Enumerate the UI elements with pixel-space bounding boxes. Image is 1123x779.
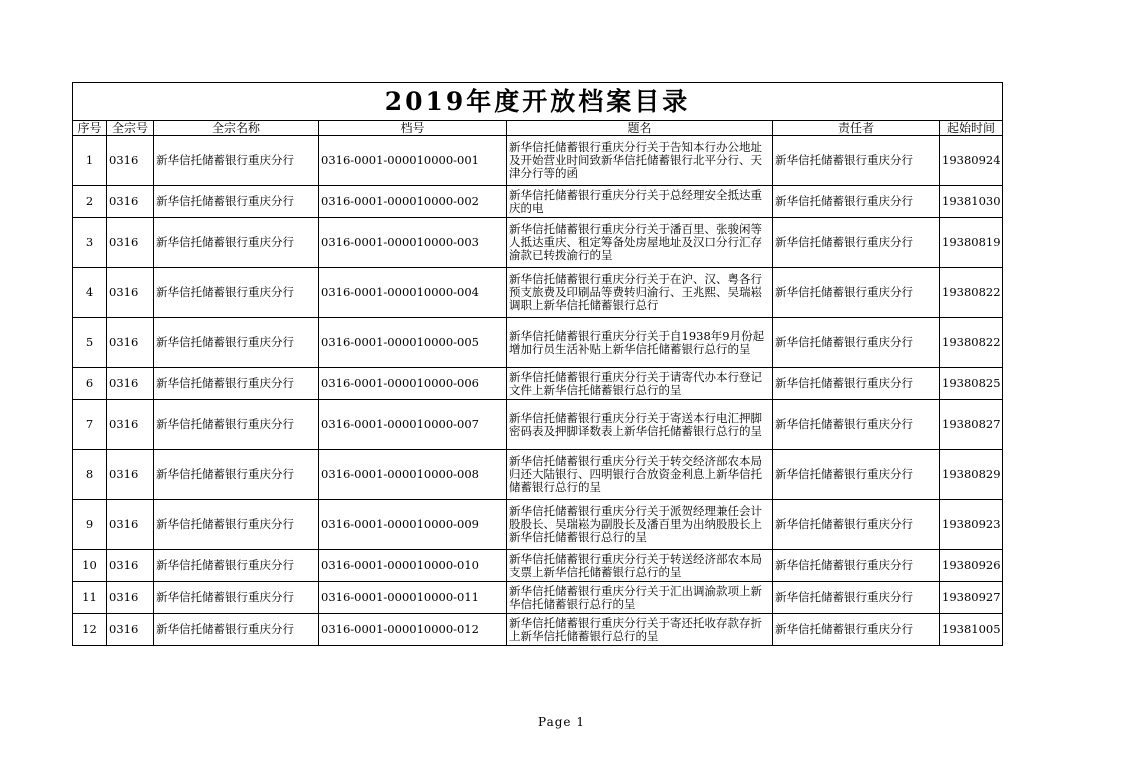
table-row: [73, 218, 1003, 268]
header-row: [73, 121, 1003, 136]
cell-date: 19381030: [940, 186, 1003, 218]
header-archive-no: 档号: [319, 121, 507, 136]
cell-responsible: 新华信托储蓄银行重庆分行: [773, 450, 940, 500]
cell-archive-no: 0316-0001-000010000-012: [319, 614, 507, 646]
cell-seq: 12: [73, 614, 107, 646]
cell-fonds: 0316: [107, 500, 154, 550]
cell-seq: 4: [73, 268, 107, 318]
cell-fonds-name: 新华信托储蓄银行重庆分行: [154, 368, 319, 400]
cell-fonds-name: 新华信托储蓄银行重庆分行: [154, 500, 319, 550]
cell-fonds-name: 新华信托储蓄银行重庆分行: [154, 614, 319, 646]
header-fonds-name: 全宗名称: [154, 121, 319, 136]
cell-date: 19380825: [940, 368, 1003, 400]
cell-responsible: 新华信托储蓄银行重庆分行: [773, 218, 940, 268]
cell-fonds-name: 新华信托储蓄银行重庆分行: [154, 318, 319, 368]
cell-fonds-name: 新华信托储蓄银行重庆分行: [154, 268, 319, 318]
cell-archive-no: 0316-0001-000010000-007: [319, 400, 507, 450]
cell-title: 新华信托储蓄银行重庆分行关于潘百里、张骏闲等人抵达重庆、租定筹备处房屋地址及汉口分行汇存渝款已转拨渝行的呈: [507, 218, 773, 268]
cell-seq: 5: [73, 318, 107, 368]
table-row: [73, 500, 1003, 550]
cell-fonds: 0316: [107, 268, 154, 318]
cell-archive-no: 0316-0001-000010000-001: [319, 136, 507, 186]
cell-date: 19380926: [940, 550, 1003, 582]
cell-archive-no: 0316-0001-000010000-003: [319, 218, 507, 268]
cell-seq: 10: [73, 550, 107, 582]
cell-fonds-name: 新华信托储蓄银行重庆分行: [154, 450, 319, 500]
cell-archive-no: 0316-0001-000010000-006: [319, 368, 507, 400]
table-row: [73, 268, 1003, 318]
cell-title: 新华信托储蓄银行重庆分行关于总经理安全抵达重庆的电: [507, 186, 773, 218]
cell-title: 新华信托储蓄银行重庆分行关于自1938年9月份起增加行员生活补贴上新华信托储蓄银行总行的呈: [507, 318, 773, 368]
cell-responsible: 新华信托储蓄银行重庆分行: [773, 550, 940, 582]
cell-fonds: 0316: [107, 450, 154, 500]
cell-date: 19380819: [940, 218, 1003, 268]
cell-fonds: 0316: [107, 550, 154, 582]
cell-title: 新华信托储蓄银行重庆分行关于寄送本行电汇押脚密码表及押脚译数表上新华信托储蓄银行总行的呈: [507, 400, 773, 450]
header-fonds: 全宗号: [107, 121, 154, 136]
cell-fonds-name: 新华信托储蓄银行重庆分行: [154, 218, 319, 268]
cell-responsible: 新华信托储蓄银行重庆分行: [773, 400, 940, 450]
table-row: [73, 136, 1003, 186]
table-row: [73, 582, 1003, 614]
cell-seq: 7: [73, 400, 107, 450]
table-row: [73, 550, 1003, 582]
header-responsible: 责任者: [773, 121, 940, 136]
cell-fonds: 0316: [107, 614, 154, 646]
archive-catalog-sheet: [72, 82, 1002, 646]
cell-seq: 1: [73, 136, 107, 186]
cell-responsible: 新华信托储蓄银行重庆分行: [773, 368, 940, 400]
archive-table: [72, 82, 1003, 646]
table-row: [73, 368, 1003, 400]
cell-archive-no: 0316-0001-000010000-002: [319, 186, 507, 218]
cell-title: 新华信托储蓄银行重庆分行关于转送经济部农本局支票上新华信托储蓄银行总行的呈: [507, 550, 773, 582]
cell-seq: 2: [73, 186, 107, 218]
header-seq: 序号: [73, 121, 107, 136]
cell-responsible: 新华信托储蓄银行重庆分行: [773, 268, 940, 318]
cell-archive-no: 0316-0001-000010000-004: [319, 268, 507, 318]
cell-seq: 3: [73, 218, 107, 268]
cell-date: 19381005: [940, 614, 1003, 646]
table-row: [73, 614, 1003, 646]
cell-fonds-name: 新华信托储蓄银行重庆分行: [154, 136, 319, 186]
cell-date: 19380829: [940, 450, 1003, 500]
cell-fonds: 0316: [107, 186, 154, 218]
cell-responsible: 新华信托储蓄银行重庆分行: [773, 614, 940, 646]
cell-archive-no: 0316-0001-000010000-011: [319, 582, 507, 614]
table-row: [73, 186, 1003, 218]
cell-fonds-name: 新华信托储蓄银行重庆分行: [154, 400, 319, 450]
page-number: Page 1: [538, 715, 585, 729]
cell-responsible: 新华信托储蓄银行重庆分行: [773, 186, 940, 218]
cell-date: 19380927: [940, 582, 1003, 614]
cell-date: 19380924: [940, 136, 1003, 186]
cell-fonds-name: 新华信托储蓄银行重庆分行: [154, 186, 319, 218]
table-body: [73, 136, 1003, 646]
cell-fonds: 0316: [107, 136, 154, 186]
cell-fonds: 0316: [107, 400, 154, 450]
header-date: 起始时间: [940, 121, 1003, 136]
cell-title: 新华信托储蓄银行重庆分行关于转交经济部农本局归还大陆银行、四明银行合放资金利息上新华信托储蓄银行总行的呈: [507, 450, 773, 500]
cell-date: 19380822: [940, 268, 1003, 318]
cell-archive-no: 0316-0001-000010000-005: [319, 318, 507, 368]
cell-seq: 6: [73, 368, 107, 400]
cell-title: 新华信托储蓄银行重庆分行关于在沪、汉、粤各行预支旅费及印刷品等费转归渝行、王兆熙、吴瑞崧调职上新华信托储蓄银行总行: [507, 268, 773, 318]
table-row: [73, 400, 1003, 450]
cell-fonds: 0316: [107, 218, 154, 268]
cell-title: 新华信托储蓄银行重庆分行关于请寄代办本行登记文件上新华信托储蓄银行总行的呈: [507, 368, 773, 400]
cell-fonds: 0316: [107, 368, 154, 400]
cell-seq: 11: [73, 582, 107, 614]
table-row: [73, 450, 1003, 500]
cell-title: 新华信托储蓄银行重庆分行关于告知本行办公地址及开始营业时间致新华信托储蓄银行北平分行、天津分行等的函: [507, 136, 773, 186]
table-row: [73, 318, 1003, 368]
cell-responsible: 新华信托储蓄银行重庆分行: [773, 582, 940, 614]
cell-date: 19380923: [940, 500, 1003, 550]
page-title: 2019年度开放档案目录: [73, 83, 1003, 121]
cell-archive-no: 0316-0001-000010000-010: [319, 550, 507, 582]
cell-archive-no: 0316-0001-000010000-009: [319, 500, 507, 550]
cell-title: 新华信托储蓄银行重庆分行关于派贺经理兼任会计股股长、吴瑞崧为副股长及潘百里为出纳股股长上新华信托储蓄银行总行的呈: [507, 500, 773, 550]
cell-fonds-name: 新华信托储蓄银行重庆分行: [154, 550, 319, 582]
cell-responsible: 新华信托储蓄银行重庆分行: [773, 318, 940, 368]
cell-title: 新华信托储蓄银行重庆分行关于汇出调渝款项上新华信托储蓄银行总行的呈: [507, 582, 773, 614]
cell-fonds: 0316: [107, 318, 154, 368]
cell-date: 19380822: [940, 318, 1003, 368]
cell-seq: 9: [73, 500, 107, 550]
cell-responsible: 新华信托储蓄银行重庆分行: [773, 500, 940, 550]
cell-date: 19380827: [940, 400, 1003, 450]
cell-title: 新华信托储蓄银行重庆分行关于寄还托收存款存折上新华信托储蓄银行总行的呈: [507, 614, 773, 646]
cell-fonds: 0316: [107, 582, 154, 614]
cell-archive-no: 0316-0001-000010000-008: [319, 450, 507, 500]
cell-seq: 8: [73, 450, 107, 500]
cell-fonds-name: 新华信托储蓄银行重庆分行: [154, 582, 319, 614]
cell-responsible: 新华信托储蓄银行重庆分行: [773, 136, 940, 186]
header-title: 题名: [507, 121, 773, 136]
